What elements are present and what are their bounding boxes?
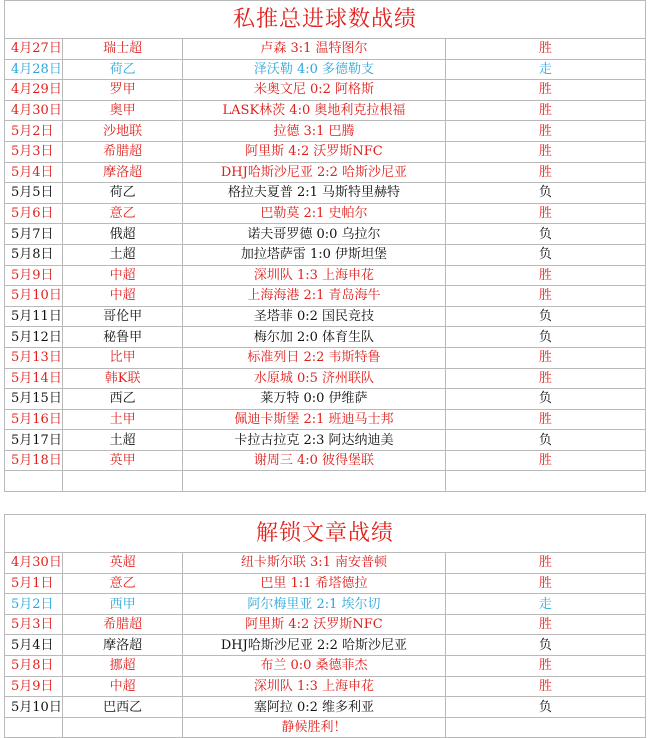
table-row: [5, 265, 646, 286]
table-row: [5, 635, 646, 656]
table-row: [5, 389, 646, 410]
match-cell: 泽沃勒 4:0 多德勒支: [183, 59, 445, 80]
result-cell: 负: [445, 224, 645, 245]
league-cell: 中超: [63, 265, 183, 286]
table-row: [5, 183, 646, 204]
match-cell: DHJ哈斯沙尼亚 2:2 哈斯沙尼亚: [183, 635, 445, 656]
table-row: [5, 430, 646, 451]
date-cell: 5月17日: [5, 430, 63, 451]
league-cell: 英超: [63, 553, 183, 574]
league-cell: 韩K联: [63, 368, 183, 389]
section2-title: 解锁文章战绩: [5, 515, 646, 553]
match-cell: 布兰 0:0 桑德菲杰: [183, 656, 445, 677]
match-cell: 水原城 0:5 济州联队: [183, 368, 445, 389]
match-cell: 莱万特 0:0 伊维萨: [183, 389, 445, 410]
table-row: [5, 244, 646, 265]
league-cell: 西乙: [63, 389, 183, 410]
result-cell: 胜: [445, 100, 645, 121]
empty-row-cell: [183, 471, 445, 492]
match-cell: 标准列日 2:2 韦斯特鲁: [183, 347, 445, 368]
date-cell: 4月28日: [5, 59, 63, 80]
league-cell: 土甲: [63, 409, 183, 430]
table-row: [5, 614, 646, 635]
gap-row-cell: [183, 492, 445, 515]
table-row: [5, 203, 646, 224]
league-cell: 巴西乙: [63, 697, 183, 718]
league-cell: 哥伦甲: [63, 306, 183, 327]
gap-row-cell: [445, 492, 645, 515]
record-table: [4, 0, 646, 738]
table-row: [5, 347, 646, 368]
table-row: [5, 141, 646, 162]
result-cell: 负: [445, 635, 645, 656]
match-cell: 阿里斯 4:2 沃罗斯NFC: [183, 614, 445, 635]
league-cell: 瑞士超: [63, 39, 183, 60]
result-cell: 胜: [445, 141, 645, 162]
table-row: [5, 409, 646, 430]
result-cell: 胜: [445, 676, 645, 697]
match-cell: 卢森 3:1 温特图尔: [183, 39, 445, 60]
date-cell: 5月1日: [5, 573, 63, 594]
date-cell: 5月4日: [5, 162, 63, 183]
date-cell: 5月13日: [5, 347, 63, 368]
table-row: [5, 80, 646, 101]
table-row: [5, 450, 646, 471]
match-cell: 佩迪卡斯堡 2:1 班迪马士邦: [183, 409, 445, 430]
table-row: [5, 676, 646, 697]
table-row: [5, 697, 646, 718]
table-row: [5, 553, 646, 574]
date-cell: 5月16日: [5, 409, 63, 430]
empty-row-cell: [63, 471, 183, 492]
league-cell: 摩洛超: [63, 162, 183, 183]
date-cell: 4月27日: [5, 39, 63, 60]
result-cell: 胜: [445, 347, 645, 368]
match-cell: 上海海港 2:1 青岛海牛: [183, 286, 445, 307]
date-cell: 5月4日: [5, 635, 63, 656]
table-row: [5, 656, 646, 677]
match-cell: 诺夫哥罗德 0:0 乌拉尔: [183, 224, 445, 245]
section2-title-row: [5, 515, 646, 553]
result-cell: 胜: [445, 286, 645, 307]
date-cell: 5月9日: [5, 676, 63, 697]
date-cell: 5月8日: [5, 244, 63, 265]
result-cell: 胜: [445, 203, 645, 224]
date-cell: 5月2日: [5, 594, 63, 615]
match-cell: 谢周三 4:0 彼得堡联: [183, 450, 445, 471]
result-cell: 负: [445, 183, 645, 204]
empty-row: [5, 471, 646, 492]
section1-title: 私推总进球数战绩: [5, 1, 646, 39]
match-cell: 深圳队 1:3 上海申花: [183, 676, 445, 697]
result-cell: 负: [445, 430, 645, 451]
match-cell: 格拉夫夏普 2:1 马斯特里赫特: [183, 183, 445, 204]
league-cell: 俄超: [63, 224, 183, 245]
league-cell: 土超: [63, 430, 183, 451]
date-cell: 4月30日: [5, 100, 63, 121]
league-cell: 英甲: [63, 450, 183, 471]
table-row: [5, 306, 646, 327]
result-cell: 走: [445, 59, 645, 80]
league-cell: 中超: [63, 676, 183, 697]
result-cell: 胜: [445, 162, 645, 183]
footer-text: 静候胜利！: [183, 717, 445, 738]
table-row: [5, 100, 646, 121]
league-cell: 摩洛超: [63, 635, 183, 656]
date-cell: 5月12日: [5, 327, 63, 348]
date-cell: 5月10日: [5, 697, 63, 718]
match-cell: 圣塔菲 0:2 国民竞技: [183, 306, 445, 327]
league-cell: 秘鲁甲: [63, 327, 183, 348]
match-cell: 米奥文尼 0:2 阿格斯: [183, 80, 445, 101]
table-row: [5, 121, 646, 142]
date-cell: 5月9日: [5, 265, 63, 286]
table-row: [5, 59, 646, 80]
league-cell: 罗甲: [63, 80, 183, 101]
date-cell: 5月18日: [5, 450, 63, 471]
table-row: [5, 594, 646, 615]
date-cell: 5月6日: [5, 203, 63, 224]
table-row: [5, 327, 646, 348]
date-cell: 4月29日: [5, 80, 63, 101]
date-cell: 5月8日: [5, 656, 63, 677]
table-row: [5, 368, 646, 389]
date-cell: 5月2日: [5, 121, 63, 142]
league-cell: 意乙: [63, 203, 183, 224]
table-row: [5, 39, 646, 60]
result-cell: 负: [445, 244, 645, 265]
match-cell: 阿尔梅里亚 2:1 埃尔切: [183, 594, 445, 615]
league-cell: 土超: [63, 244, 183, 265]
result-cell: 负: [445, 306, 645, 327]
match-cell: 巴勒莫 2:1 史帕尔: [183, 203, 445, 224]
match-cell: 卡拉古拉克 2:3 阿达纳迪美: [183, 430, 445, 451]
match-cell: 加拉塔萨雷 1:0 伊斯坦堡: [183, 244, 445, 265]
section1-title-row: [5, 1, 646, 39]
date-cell: 5月3日: [5, 614, 63, 635]
league-cell: 比甲: [63, 347, 183, 368]
result-cell: 负: [445, 697, 645, 718]
table-row: [5, 573, 646, 594]
match-cell: 梅尔加 2:0 体育生队: [183, 327, 445, 348]
date-cell: 5月11日: [5, 306, 63, 327]
match-cell: 拉德 3:1 巴腾: [183, 121, 445, 142]
gap-row-cell: [63, 492, 183, 515]
league-cell: 荷乙: [63, 59, 183, 80]
league-cell: 意乙: [63, 573, 183, 594]
match-cell: 巴里 1:1 希塔德拉: [183, 573, 445, 594]
gap-row-cell: [5, 492, 63, 515]
result-cell: 胜: [445, 265, 645, 286]
league-cell: 中超: [63, 286, 183, 307]
match-cell: 阿里斯 4:2 沃罗斯NFC: [183, 141, 445, 162]
result-cell: 负: [445, 327, 645, 348]
league-cell: 挪超: [63, 656, 183, 677]
match-cell: LASK林茨 4:0 奥地利克拉根福: [183, 100, 445, 121]
table-row: [5, 162, 646, 183]
match-cell: DHJ哈斯沙尼亚 2:2 哈斯沙尼亚: [183, 162, 445, 183]
result-cell: 胜: [445, 553, 645, 574]
result-cell: 胜: [445, 121, 645, 142]
match-cell: 深圳队 1:3 上海申花: [183, 265, 445, 286]
league-cell: 奥甲: [63, 100, 183, 121]
date-cell: 5月15日: [5, 389, 63, 410]
result-cell: 胜: [445, 656, 645, 677]
date-cell: 5月7日: [5, 224, 63, 245]
league-cell: 希腊超: [63, 614, 183, 635]
date-cell: 5月14日: [5, 368, 63, 389]
league-cell: 希腊超: [63, 141, 183, 162]
empty-row-cell: [445, 471, 645, 492]
table-row: [5, 286, 646, 307]
league-cell: 荷乙: [63, 183, 183, 204]
gap-row: [5, 492, 646, 515]
result-cell: 胜: [445, 368, 645, 389]
result-cell: 胜: [445, 450, 645, 471]
result-cell: 胜: [445, 39, 645, 60]
result-cell: 胜: [445, 573, 645, 594]
date-cell: 5月3日: [5, 141, 63, 162]
date-cell: 4月30日: [5, 553, 63, 574]
match-cell: 纽卡斯尔联 3:1 南安普顿: [183, 553, 445, 574]
league-cell: 西甲: [63, 594, 183, 615]
result-cell: 走: [445, 594, 645, 615]
empty-row-cell: [5, 471, 63, 492]
result-cell: 胜: [445, 409, 645, 430]
result-cell: 负: [445, 389, 645, 410]
match-cell: 塞阿拉 0:2 维多利亚: [183, 697, 445, 718]
record-table-body: [5, 1, 646, 738]
table-row: [5, 224, 646, 245]
result-cell: 胜: [445, 614, 645, 635]
league-cell: 沙地联: [63, 121, 183, 142]
result-cell: 胜: [445, 80, 645, 101]
date-cell: 5月5日: [5, 183, 63, 204]
date-cell: 5月10日: [5, 286, 63, 307]
